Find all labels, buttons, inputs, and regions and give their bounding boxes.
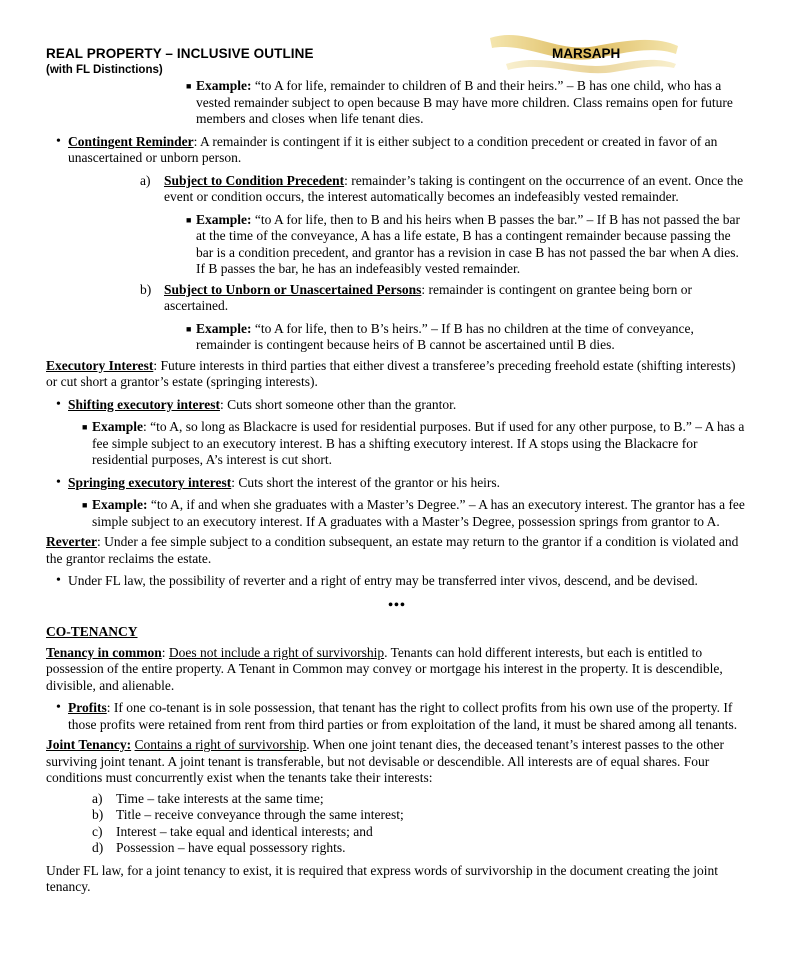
list-marker: d)	[92, 840, 104, 855]
condition-precedent-example	[186, 212, 748, 278]
vested-example	[186, 78, 748, 128]
square-bullet-icon: ■	[186, 81, 192, 91]
term-profits: Profits	[68, 700, 107, 715]
unity-text: Time – take interests at the same time;	[116, 790, 324, 806]
outline-body	[46, 78, 748, 896]
jt-survivorship-note: Contains a right of survivorship	[134, 737, 307, 752]
tic-survivorship-note: Does not include a right of survivorship	[168, 644, 385, 660]
term-tenancy-in-common: Tenancy in common	[46, 644, 162, 660]
unborn-persons-definition: : remainder is contingent on grantee being born or ascertained.	[164, 281, 693, 313]
springing-definition: : Cuts short the interest of the grantor or his heirs.	[231, 474, 501, 490]
round-bullet-icon: •	[56, 474, 61, 490]
term-condition-precedent: Subject to Condition Precedent	[164, 172, 345, 188]
list-marker: a)	[92, 790, 103, 806]
square-bullet-icon: ■	[186, 214, 192, 225]
shifting-example	[82, 419, 748, 469]
joint-tenancy-paragraph	[46, 737, 748, 787]
example-text: “to A for life, then to B’s heirs.” – If B has no children at the time of conveyance, remainder is contingent because heirs of B cannot be ascertained until B dies.	[196, 320, 694, 352]
term-springing: Springing executory interest	[68, 474, 232, 490]
page-header-title: REAL PROPERTY – INCLUSIVE OUTLINE	[46, 46, 314, 61]
list-marker: a)	[140, 172, 151, 188]
cotenancy-heading	[46, 624, 748, 641]
round-bullet-icon: •	[56, 396, 61, 412]
term-joint-tenancy: Joint Tenancy:	[46, 737, 132, 752]
example-label: Example:	[92, 497, 148, 512]
unity-text: Interest – take equal and identical interests; and	[116, 823, 373, 839]
round-bullet-icon: •	[56, 133, 61, 149]
round-bullet-icon: •	[56, 700, 61, 715]
unborn-persons-example	[186, 321, 748, 354]
unity-text: Possession – have equal possessory rights.	[116, 840, 346, 855]
list-marker: b)	[140, 281, 152, 297]
contingent-definition: : A remainder is contingent if it is either subject to a condition precedent or created in favor of an unascertained or unborn person.	[68, 133, 718, 165]
square-bullet-icon: ■	[82, 422, 88, 432]
example-label: Example:	[196, 211, 252, 227]
term-executory-interest: Executory Interest	[46, 357, 154, 373]
cotenancy-heading-text: CO-TENANCY	[46, 624, 138, 639]
condition-precedent-item	[140, 173, 748, 206]
round-bullet-icon: •	[56, 573, 61, 588]
executory-definition: : Future interests in third parties that either divest a transferee’s preceding freehold estate (shifting interests) or cut short a grantor’s estate (springing interests).	[46, 357, 736, 389]
term-shifting: Shifting executory interest	[68, 396, 220, 412]
profits-item	[56, 700, 748, 733]
reverter-paragraph	[46, 534, 748, 567]
reverter-fl-item	[56, 573, 748, 590]
square-bullet-icon: ■	[186, 323, 192, 334]
marsaph-logo-text: MARSAPH	[552, 46, 621, 61]
term-reverter: Reverter	[46, 534, 97, 549]
example-label: Example:	[196, 320, 252, 336]
joint-tenancy-fl-paragraph: Under FL law, for a joint tenancy to exist, it is required that express words of survivorship in the document creating the joint tenancy.	[46, 862, 718, 894]
shifting-definition: : Cuts short someone other than the grantor.	[219, 396, 457, 412]
term-unborn-persons: Subject to Unborn or Unascertained Persons	[164, 281, 422, 297]
reverter-definition: : Under a fee simple subject to a condition subsequent, an estate may return to the grantor if a condition is violated and the grantor reclaims the estate.	[46, 534, 739, 566]
example-text: “to A, if and when she graduates with a Master’s Degree.” – A has an executory interest. The grantor has a fee simple subject to an executory interest. If A graduates with a Master’s Degree, possession springs from grantor to A.	[92, 497, 745, 529]
square-bullet-icon: ■	[82, 500, 88, 510]
page-header-subtitle: (with FL Distinctions)	[46, 64, 163, 76]
tenancy-in-common-paragraph	[46, 645, 748, 695]
contingent-remainder-item	[56, 134, 748, 167]
example-text: “to A for life, remainder to children of B and their heirs.” – B has one child, who has a vested remainder subject to open because B may have more children. Class remains open for future members and closes when life tenant dies.	[196, 78, 733, 126]
condition-precedent-definition: : remainder’s taking is contingent on the occurrence of an event. Once the event or condition occurs, the interest automatically becomes an indefeasibly vested remainder.	[164, 172, 744, 204]
executory-interest-paragraph	[46, 358, 748, 391]
example-text: “to A for life, then to B and his heirs when B passes the bar.” – If B has not passed the bar at the time of the conveyance, A has a life estate, B has a contingent remainder because passing the bar is a condition precedent, and grantor has a revision in case B has not passed the bar when A dies. If B passes the bar, he has an indefeasibly vested remainder.	[196, 211, 741, 276]
list-item	[92, 840, 748, 857]
jt-definition: . When one joint tenant dies, the deceased tenant’s interest passes to the other surviving joint tenant. A joint tenant is transferable, but not devisable or descendible. All interests are of equal shares. Four conditions must concurrently exist when the tenants take their interests:	[46, 737, 725, 785]
springing-item	[56, 475, 748, 492]
springing-example	[82, 497, 748, 530]
profits-definition: : If one co-tenant is in sole possession, that tenant has the right to collect profits from his own use of the property. If those profits were retained from rent from third parties or from exploitation of the land, it must be shared among all tenants.	[68, 700, 738, 732]
section-separator: •••	[388, 597, 406, 613]
four-unities-list	[92, 791, 748, 857]
list-item	[92, 791, 748, 808]
example-label: Example:	[196, 78, 252, 93]
reverter-fl-text: Under FL law, the possibility of reverter and a right of entry may be transferred inter vivos, descend, and be devised.	[68, 573, 698, 588]
unborn-persons-item	[140, 282, 748, 315]
separator-text: :	[161, 644, 169, 660]
example-text: : “to A, so long as Blackacre is used for residential purposes. But if used for any other purpose, to B.” – A has a fee simple subject to an executory interest. B has a shifting executory interest. If A stops using the Blackacre for residential purposes, A’s interest is cut short.	[92, 419, 745, 467]
unity-text: Title – receive conveyance through the same interest;	[116, 807, 404, 822]
shifting-item	[56, 397, 748, 414]
example-label: Example	[92, 419, 144, 434]
tic-definition: . Tenants can hold different interests, but each is entitled to possession of the entire property. A Tenant in Common may convey or mortgage his interest in the property. It is descendible, divisible, and alienable.	[46, 644, 723, 693]
list-marker: b)	[92, 807, 104, 822]
list-marker: c)	[92, 823, 103, 839]
term-contingent-remainder: Contingent Reminder	[68, 133, 194, 149]
list-item	[92, 824, 748, 841]
list-item	[92, 807, 748, 824]
